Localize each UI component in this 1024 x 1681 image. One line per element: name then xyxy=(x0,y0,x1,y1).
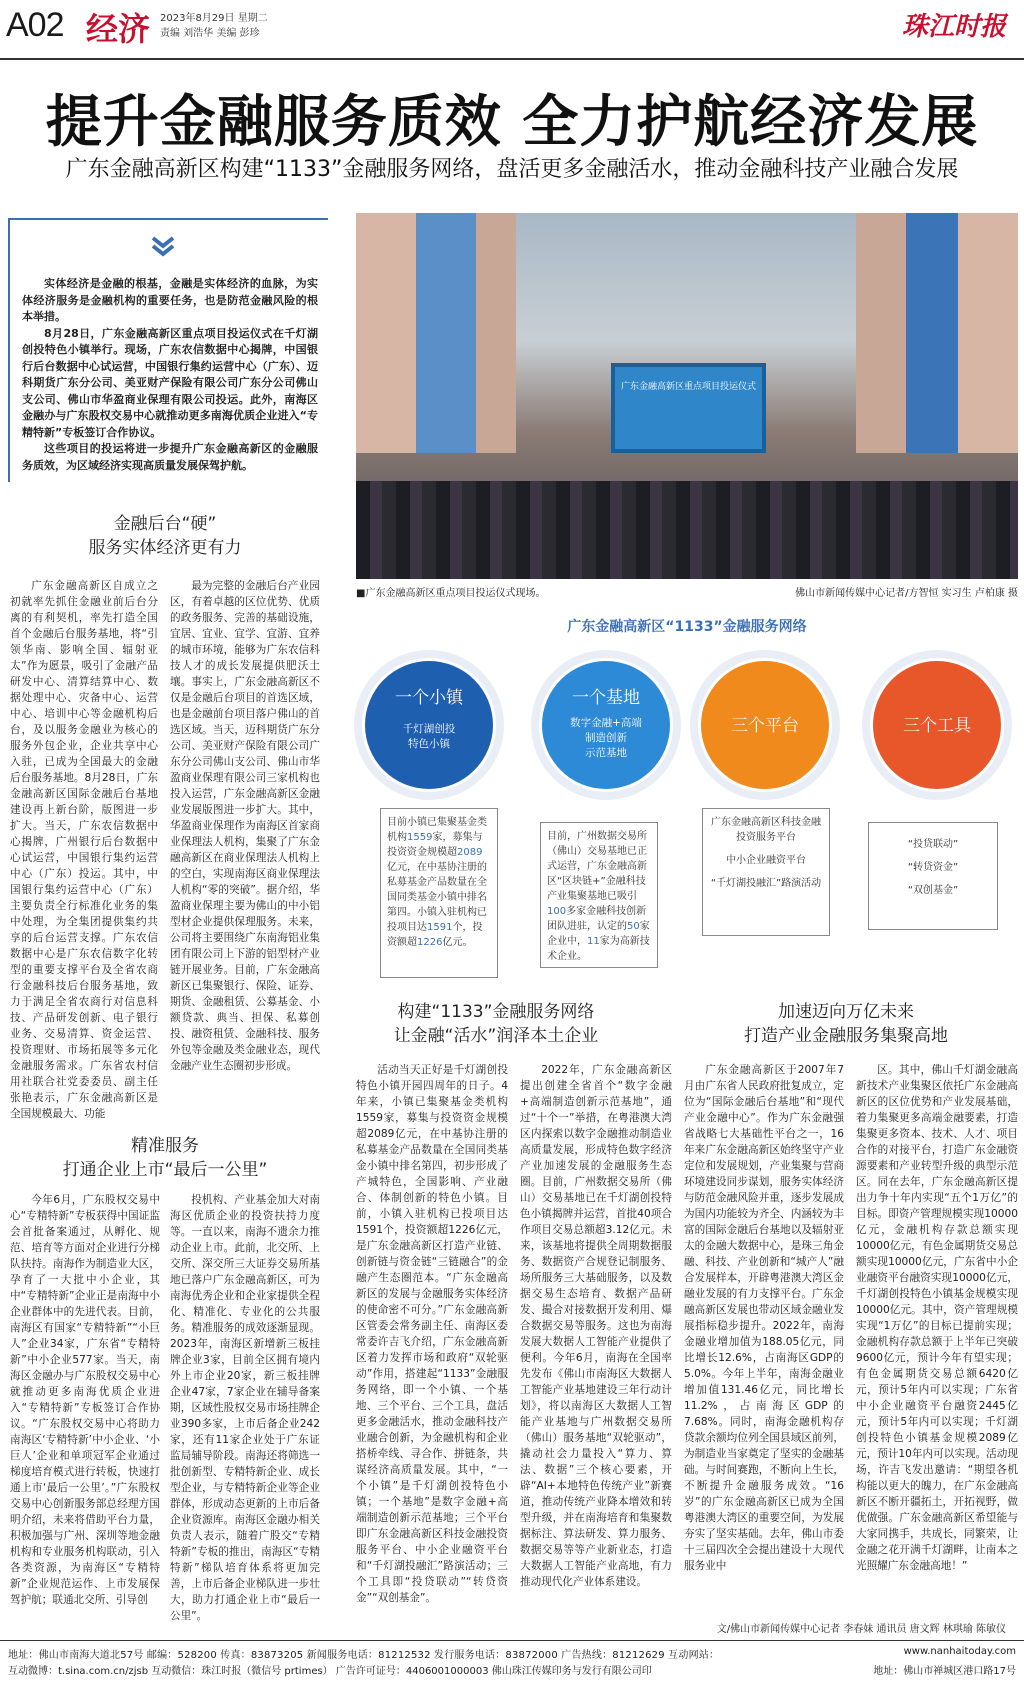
event-photo xyxy=(356,213,1018,579)
section1-subheading xyxy=(10,512,320,560)
detail-text: 亿元，在中基协注册的私募基金产品数量在全国同类基金小镇中排名第四。小镇入驻机构已投项目达 xyxy=(387,862,487,933)
footer-divider xyxy=(0,1640,1024,1641)
section3-column2 xyxy=(520,1062,672,1622)
detail-text: 目前，广州数据交易所（佛山）交易基地已正式运营，广东金融高新区“区块链+”金融科技产业集聚基地已吸引 xyxy=(547,831,647,902)
tool-item: “投贷联动” xyxy=(907,839,959,850)
header-divider xyxy=(0,58,1024,60)
stage-screen-text: 广东金融高新区重点项目投运仪式 xyxy=(620,382,756,392)
photo-credit: 佛山市新闻传媒中心记者/方智恒 实习生 卢柏康 摄 xyxy=(795,588,1018,599)
detail-text: 家企业中， xyxy=(547,921,650,947)
section2-title-line1: 精准服务 xyxy=(131,1136,199,1156)
section1-title-line1: 金融后台“硬” xyxy=(113,514,217,534)
article-text: 广东金融高新区于2007年7月由广东省人民政府批复成立，定位为“国际金融后台基地”和“现代产业金融中心”。作为广东金融强省战略七大基础性平台之一，16年来广东金融高新区始终坚守产业定位和发展规划，产业集聚与营商环境建设同步谋划，服务实体经济与防范金融风险并重，逐步发展成为国内功能较为齐全、内涵较为丰富的国际金融后台基地以及辐射亚太的金融大数据中心，是珠三角金融、科技、产业创新和“城产人”融合发展样本，开辟粤港澳大湾区金融业发展的有力支撑平台。广东金融高新区发展也带动区域金融业发展指标稳步提升。2022年，南海金融业增加值为188.05亿元，同比增长12.6%，占南海区GDP的5.0%。今年上半年，南海金融业增加值131.46亿元，同比增长11.2%，占南海区GDP的7.68%。同时，南海金融机构存贷款余额均位列全国县域区前列，为制造业当家奠定了坚实的金融基础。与时间赛跑，不断向上生长，不断提升金融服务成效。“16岁”的广东金融高新区已成为全国粤港澳大湾区的重要空间，为发展夯实了坚实基础。去年，佛山市委十三届四次全会提出建设十大现代服务业中 xyxy=(684,1064,844,1572)
diagram-title: 广东金融高新区“1133”金融服务网络 xyxy=(567,619,807,635)
detail-text: 多家金融科技创新团队进驻，认定的 xyxy=(547,906,647,932)
issue-meta xyxy=(160,11,268,41)
tools-detail-box xyxy=(868,822,998,930)
detail-number: 100 xyxy=(547,906,567,917)
issue-date: 2023年8月29日 星期二 xyxy=(160,13,268,24)
section4-column2 xyxy=(856,1062,1018,1622)
intro-paragraph: 实体经济是金融的根基，金融是实体经济的血脉，为实体经济服务是金融机构的重要任务，也是防范金融风险的根本举措。 xyxy=(22,277,318,323)
section2-subheading xyxy=(10,1134,320,1182)
intro-paragraph: 8月28日，广东金融高新区重点项目投运仪式在千灯湖创投特色小镇举行。现场，广东农信数据中心揭牌，中国银行后台数据中心试运营，中国银行集约运营中心（广东）、迈科期货广东分公司、美亚财产保险有限公司广东分公司佛山支公司、佛山市华盈商业保理有限公司投运。此外，南海区金融办与广东股权交易中心就推动更多南海优质企业进入“专精特新”专板签订合作协议。 xyxy=(22,326,318,439)
audience xyxy=(356,481,1018,579)
footer-website-link[interactable]: www.nanhaitoday.com xyxy=(903,1646,1016,1657)
section-title: 经济 xyxy=(86,10,151,48)
intro-paragraph: 这些项目的投运将进一步提升广东金融高新区的金融服务质效，为区域经济实现高质量发展保驾护航。 xyxy=(22,442,318,472)
node-subtitle: 示范基地 xyxy=(585,747,627,759)
node-title: 三个工具 xyxy=(903,716,971,736)
section2-column2 xyxy=(170,1192,320,1622)
base-detail-box xyxy=(540,822,658,968)
node-subtitle: 制造创新 xyxy=(585,732,627,744)
stage-screen xyxy=(611,363,766,453)
page-number: A02 xyxy=(6,6,64,44)
section4-column1 xyxy=(684,1062,844,1622)
article-text: 区。其中，佛山千灯湖金融高新技术产业集聚区依托广东金融高新区的区位优势和产业发展基础，着力集聚更多高端金融要素，打造集聚更多资本、技术、人才、项目合作的对接平台，打造广东金融资源要素和产业转型升级的典型示范区。同在去年，广东金融高新区提出力争十年内实现“五个1万亿”的目标。即资产管理规模实现10000亿元，金融机构存款总额实现10000亿元，有色金属期货交易总额实现10000亿元，广东省中小企业融资平台融资实现10000亿元，千灯湖创投特色小镇基金规模实现10000亿元。其中，资产管理规模实现“1万亿”的目标已提前实现；金融机构存款总额于上半年已突破9600亿元，预计今年有望实现；有色金属期货交易总额6420亿元，预计5年内可以实现；广东省中小企业融资平台融资2445亿元，预计5年内可以实现；千灯湖创投特色小镇基金规模2089亿元，预计10年内可以实现。活动现场，许吉飞发出邀请：“期望各机构能以更大的魄力，在广东金融高新区不断开疆拓土，开拓视野，做优做强。广东金融高新区希望能与大家同携手，共成长，同繁荣，让金融之花开满千灯湖畔，让南本之光照耀广东金融高地！” xyxy=(856,1064,1018,1572)
section2-title-line2: 打通企业上市“最后一公里” xyxy=(62,1160,268,1180)
newspaper-masthead-logo: 珠江时报 xyxy=(901,12,1006,42)
tool-item: “转贷资金” xyxy=(907,862,959,873)
photo-caption: ■广东金融高新区重点项目投运仪式现场。 xyxy=(356,588,546,599)
node-subtitle: 千灯湖创投 xyxy=(402,723,456,735)
section2-column1 xyxy=(10,1192,160,1606)
section4-title-line2: 打造产业金融服务集聚高地 xyxy=(744,1026,948,1046)
chevron-down-icon xyxy=(150,234,176,266)
node-one-town xyxy=(365,661,493,789)
section3-title-line1: 构建“1133”金融服务网络 xyxy=(397,1002,595,1022)
article-text: 广东金融高新区自成立之初就率先抓住金融业前后台分离的有利契机，率先打造全国首个金融后台服务基地，将“引领华南、影响全国、辐射亚太”作为愿景，吸引了金融产品研发中心、清算结算中心、数据处理中心、灾备中心、运营中心、培训中心等金融机构后台，及以服务金融业为核心的服务外包企业，企业共享中心入驻，已成为全国最大的金融后台服务基地。8月28日，广东金融高新区国际金融后台基地建设再上新台阶，版图进一步扩大。当天，广东农信数据中心揭牌，广州银行后台数据中心试运营，中国银行集约运营中心（广东）投运。其中，中国银行集约运营中心（广东）主要负责全行标准化业务的集中处理，为全集团提供集约共享的后台运营支撑。广东农信数据中心是广东农信数字化转型的重要支撑平台及全省农商行金融科技后台服务基地，致力于满足全省农商行对信息科技、产品研发创新、电子银行业务、交易清算、资金运营、投资理财、市场拓展等多元化金融服务需求。广东省农村信用社联合社党委委员、副主任张艳表示，广东金融高新区是全国规模最大、功能 xyxy=(10,580,158,1120)
detail-number: 2089 xyxy=(457,847,483,858)
node-subtitle: 数字金融+高端 xyxy=(570,717,642,729)
node-one-base xyxy=(542,661,670,789)
section3-column1 xyxy=(356,1062,508,1622)
node-three-platforms xyxy=(701,661,829,789)
issue-editors: 责编 刘浩华 美编 彭珍 xyxy=(160,28,260,39)
node-title: 三个平台 xyxy=(731,716,799,736)
article-text: 最为完整的金融后台产业园区，有着卓越的区位优势、优质的政务服务、完善的基础设施，宜居、宜业、宜学、宜游、宜养的城市环境，能够为广东农信科技人才的成长发展提供肥沃土壤。事实上，广东金融高新区不仅是金融后台项目的首选区域，也是金融前台项目落户佛山的首选区域。当天，迈科期货广东分公司、美亚财产保险有限公司广东分公司佛山支公司、佛山市华盈商业保理有限公司三家机构也投入运营，广东金融高新区金融业发展版图进一步扩大。其中，华盈商业保理作为南海区首家商业保理法人机构，集聚了广东金融高新区在商业保理法人机构上的空白，实现南海区商业保理法人机构“零的突破”。据介绍，华盈商业保理主要为佛山的中小铝型材企业提供保理服务。未来，公司将主要围绕广东南海铝业集团有限公司上下游的铝型材产业链开展业务。目前，广东金融高新区已集聚银行、保险、证券、期货、金融租赁、公募基金、小额贷款、典当、担保、私募创投、融资租赁、金融科技、服务外包等金融及类金融业态，现代金融产业生态圈初步形成。 xyxy=(170,580,320,1072)
detail-text: 家，募集与投资资金规模超 xyxy=(387,832,483,858)
detail-text: 个，投资额超 xyxy=(387,922,483,948)
main-headline: 提升金融服务质效 全力护航经济发展 xyxy=(45,90,979,155)
platform-item: “千灯湖投融汇”路演活动 xyxy=(710,878,822,889)
platforms-detail-box xyxy=(702,808,830,936)
detail-number: 1591 xyxy=(427,922,453,933)
section4-subheading xyxy=(676,1000,1016,1048)
platform-item: 中小企业融资平台 xyxy=(726,855,806,866)
detail-text: 亿元。 xyxy=(442,937,473,948)
sub-headline: 广东金融高新区构建“1133”金融服务网络，盘活更多金融活水，推动金融科技产业融合发展 xyxy=(65,157,959,182)
section1-column2 xyxy=(170,578,320,1098)
footer-contact: 地址：佛山市南海大道北57号 邮编：528200 传真：83873205 新闻服务电话：81212532 发行服务电话：83872000 广告热线：81212629 互动网站： xyxy=(8,1650,720,1661)
detail-text: 目前小镇已集聚基金类机构 xyxy=(387,817,487,843)
detail-number: 1226 xyxy=(417,937,443,948)
section3-title-line2: 让金融“活水”润泽本土企业 xyxy=(393,1026,599,1046)
node-title: 一个基地 xyxy=(572,688,640,708)
node-three-tools xyxy=(873,661,1001,789)
intro-text xyxy=(22,276,318,474)
tool-item: “双创基金” xyxy=(907,885,959,896)
article-text: 投机构、产业基金加大对南海区优质企业的投资扶持力度等。一直以来，南海不遗余力推动企业上市。此前，北交所、上交所、深交所三大证券交易所基地已落户广东金融高新区，可为南海优秀企业和企业家提供全程化、精准化、专业化的公共服务。精准服务的成效逐渐显现。2023年，南海区新增新三板挂牌企业3家，目前全区拥有境内外上市企业20家，新三板挂牌企业47家，7家企业在辅导备案期，区域性股权交易市场挂牌企业390多家，上市后备企业242家，还有11家企业处于广东证监局辅导阶段。南海还将筛选一批创新型、专精特新企业、成长型企业，与专精特新企业等企业群体，形成动态更新的上市后备企业资源库。南海区金融办相关负责人表示，随着广股交“专精特新”专板的推出，南海区“专精特新”梯队培育体系将更加完善，上市后备企业梯队进一步壮大，助力打通企业上市“最后一公里”。 xyxy=(170,1194,320,1622)
section1-title-line2: 服务实体经济更有力 xyxy=(88,538,242,558)
node-subtitle: 特色小镇 xyxy=(408,738,450,750)
section1-column1 xyxy=(10,578,158,1120)
node-title: 一个小镇 xyxy=(395,688,463,708)
article-text: 活动当天正好是千灯湖创投特色小镇开园四周年的日子。4年来，小镇已集聚基金类机构1559家，募集与投资资金规模超2089亿元，在中基协注册的私募基金产品数量在全国同类基金小镇中排名第四，初步形成了产城特色，全国影响、产业融合、体制创新的特色小镇。目前，小镇入驻机构已投项目达1591个，投资额超1226亿元，是广东金融高新区打造产业链、创新链与资金链“三链融合”的金融产生态圈范本。“广东金融高新区的发展与金融服务实体经济的使命密不可分。”广东金融高新区管委会常务副主任、南海区委常委许吉飞介绍，广东金融高新区着力发挥市场和政府“双轮驱动”作用，搭建起“1133”金融服务网络，即一个小镇、一个基地、三个平台、三个工具，盘活更多金融活水，推动金融科技产业融合创新，为金融机构和企业搭桥牵线、寻合作、拼链条，共谋经济高质量发展。其中，“一个小镇”是千灯湖创投特色小镇；一个基地”是数字金融+高端制造创新示范基地；三个平台即广东金融高新区科技金融投资服务平台、中小企业融资平台和“千灯湖投融汇”路演活动；三个工具即“投贷联动”“转贷资金”“双创基金”。 xyxy=(356,1064,508,1604)
section4-title-line1: 加速迈向万亿未来 xyxy=(778,1002,914,1022)
article-text: 今年6月，广东股权交易中心“专精特新”专板获得中国证监会首批备案通过，从孵化、规范、培育等方面对企业进行分梯队扶持。南海作为制造业大区，孕育了一大批中小企业，其中“专精特新”企业正是南海中小企业群体中的先进代表。目前，南海区有国家“专精特新”“小巨人”企业34家，广东省“专精特新”中小企业577家。当天，南海区金融办与广东股权交易中心就推动更多南海优质企业进入“专精特新”专板签订合作协议。“广东股权交易中心将助力南海区‘专精特新’中小企业、‘小巨人’企业和单项冠军企业通过梯度培育模式进行转板，快速打通上市‘最后一公里’。”广东股权交易中心创新服务部总经理方国明介绍，未来将借助平台力量，积极加强与广州、深圳等地金融机构和专业服务机构联动，引入各类资源，为南海区“专精特新”企业规范运作、上市发展保驾护航；联通北交所、引导创 xyxy=(10,1194,160,1606)
footer-printer-address: 地址：佛山市禅城区港口路17号 xyxy=(873,1666,1016,1677)
footer-social: 互动微博：t.sina.com.cn/zjsb 互动微信：珠江时报（微信号 prtimes） 广告许可证号：4406001000003 佛山珠江传媒印务与发行有限公司印 xyxy=(8,1666,652,1677)
section3-subheading xyxy=(356,1000,636,1048)
detail-number: 50 xyxy=(627,921,640,932)
town-detail-box xyxy=(380,808,498,978)
article-text: 2022年，广东金融高新区提出创建全省首个“数字金融+高端制造创新示范基地”，通过“十个一”举措，在粤港澳大湾区内探索以数字金融推动制造业高质量发展，形成特色数字经济产业加速发展的金融服务生态圈。目前，广州数据交易所（佛山）交易基地已在千灯湖创投特色小镇揭牌并运营，首批40项合作项目交易总额超3.12亿元。未来，该基地将提供全周期数据服务、数据资产合规登记制服务、场所服务三大基础服务，以及数据交易生态培育、数据产品研发、撮合对接数据开发利用、爆合数据交易等服务。这也为南海发展大数据人工智能产业提供了便利。今年6月，南海在全国率先发布《佛山市南海区大数据人工智能产业基地建设三年行动计划》，将以南海区大数据人工智能产业基地与广州数据交易所（佛山）服务基地“双轮驱动”，撬动社会力量投入“算力、算法、数据”三个核心要素，开辟“AI+本地特色传统产业”新赛道，推动传统产业降本增效和转型升级，并在南海培育和集聚数据标注、算法研发、算力服务、数据交易等等产业新业态，打造大数据人工智能产业高地，有力推动现代化产业体系建设。 xyxy=(520,1064,672,1588)
detail-number: 1559 xyxy=(407,832,433,843)
platform-item: 广东金融高新区科技金融投资服务平台 xyxy=(711,817,821,843)
article-byline: 文/佛山市新闻传媒中心记者 李春妹 通讯员 唐文辉 林琪瑜 陈敏仪 xyxy=(716,1624,1006,1635)
detail-text: 家为高新技术企业。 xyxy=(547,936,650,962)
detail-number: 11 xyxy=(587,936,600,947)
